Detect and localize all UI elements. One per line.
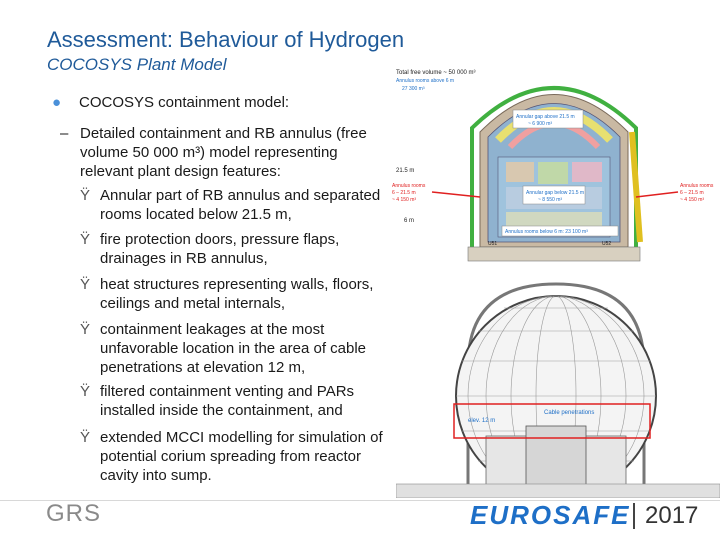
bullet-text: COCOSYS containment model: — [79, 94, 290, 111]
eurosafe-year: 2017 — [645, 502, 699, 529]
grs-logo: GRS — [46, 500, 102, 527]
cocosys-nodalisation-diagram — [388, 62, 720, 272]
u52-label: U52 — [602, 241, 612, 247]
annular-gap-below-volume: ~ 8 550 m³ — [538, 197, 563, 203]
annulus-rooms-left-elev: 6 – 21.5 m — [392, 190, 416, 196]
cable-penetrations-label: Cable penetrations — [544, 410, 595, 416]
sub-marker: Ÿ — [80, 321, 91, 338]
subitem-text: extended MCCI modelling for simulation of potential corium spreading from reactor cavity into sump. — [100, 429, 383, 484]
annular-gap-above-label: Annular gap above 21.5 m — [516, 114, 575, 120]
annulus-rooms-right-label: Annulus rooms — [680, 183, 714, 189]
annular-gap-above-volume: ~ 6 900 m³ — [528, 121, 553, 127]
slide-subtitle: COCOSYS Plant Model — [47, 55, 227, 74]
subitem-text: containment leakages at the most unfavorable location in the area of cable penetrations at elevation 12 m, — [100, 321, 367, 376]
annulus-rooms-left-volume: ~ 4 150 m³ — [392, 197, 417, 203]
dash-marker: – — [60, 125, 69, 142]
annulus-volume-label: 27 300 m³ — [402, 86, 425, 92]
slide-title: Assessment: Behaviour of Hydrogen — [47, 27, 405, 52]
sub-marker: Ÿ — [80, 187, 91, 204]
containment-sphere-drawing — [396, 276, 720, 498]
annulus-rooms-left-label: Annulus rooms — [392, 183, 426, 189]
elevation-21-label: 21.5 m — [396, 168, 415, 174]
bullet-dot-icon: ● — [52, 94, 62, 111]
annulus-above-6m-label: Annulus rooms above 6 m — [396, 78, 455, 84]
elevation-12-label: elev. 12 m — [468, 418, 496, 424]
sub-marker: Ÿ — [80, 429, 91, 446]
annulus-rooms-right-elev: 6 – 21.5 m — [680, 190, 704, 196]
elevation-6-label: 6 m — [404, 218, 415, 224]
subitem-text: heat structures representing walls, floors, ceilings and metal internals, — [100, 276, 374, 312]
annular-gap-below-label: Annular gap below 21.5 m — [526, 190, 585, 196]
u51-label: U51 — [488, 241, 498, 247]
annulus-below-6-label: Annulus rooms below 6 m: 23 100 m³ — [505, 229, 588, 235]
bullet-text: Detailed containment and RB annulus (free volume 50 000 m³) model representing relevant plant design features: — [80, 125, 367, 180]
subitem-text: filtered containment venting and PARs installed inside the containment, and — [100, 383, 355, 419]
subitem-text: Annular part of RB annulus and separated rooms located below 21.5 m, — [100, 187, 381, 223]
sub-marker: Ÿ — [80, 231, 91, 248]
sub-marker: Ÿ — [80, 276, 91, 293]
sub-marker: Ÿ — [80, 383, 91, 400]
total-free-volume-label: Total free volume ~ 50 000 m³ — [396, 70, 476, 76]
eurosafe-logo: EUROSAFE — [470, 500, 631, 530]
logo-separator — [633, 503, 635, 529]
annulus-rooms-right-volume: ~ 4 150 m³ — [680, 197, 705, 203]
subitem-text: fire protection doors, pressure flaps, drainages in RB annulus, — [100, 231, 340, 267]
